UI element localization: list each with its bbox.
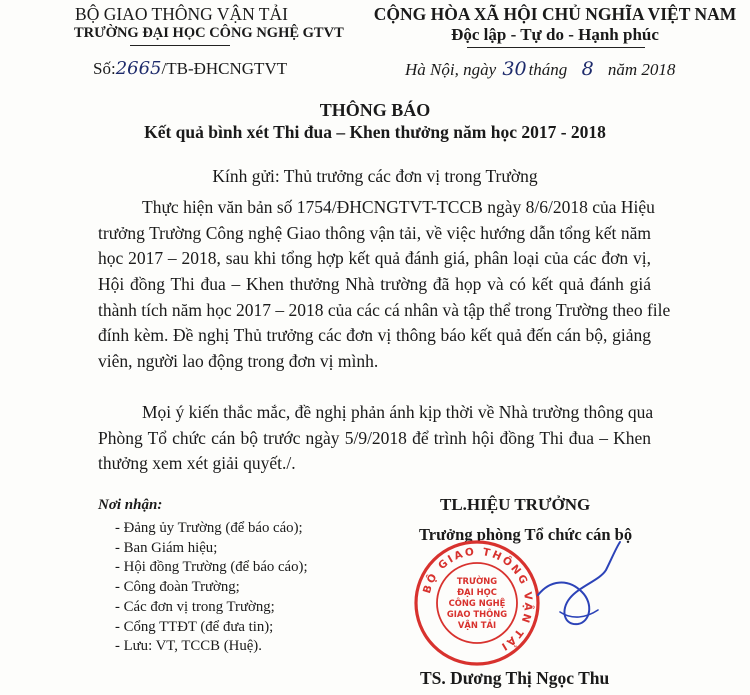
paragraph-line: Phòng Tổ chức cán bộ trước ngày 5/9/2018 để trình hội đồng Thi đua – Khen xyxy=(98,427,651,448)
paragraph-line: đính kèm. Đề nghị Thủ trưởng các đơn vị thông báo kết quả đến cán bộ, giảng xyxy=(98,325,651,346)
body-paragraph-1 xyxy=(98,195,671,375)
paragraph-line: viên, người lao động trong đơn vị mình. xyxy=(98,351,379,372)
signature-title: TL.HIỆU TRƯỞNG xyxy=(440,495,591,514)
seal-center-line: CÔNG NGHỆ xyxy=(448,598,506,608)
notice-title: THÔNG BÁO xyxy=(319,100,431,120)
paragraph-line: Mọi ý kiến thắc mắc, đề nghị phản ánh kịp thời về Nhà trường thông qua xyxy=(142,402,654,422)
date-month-label: tháng xyxy=(528,60,568,79)
ministry-name: BỘ GIAO THÔNG VẬN TẢI xyxy=(75,4,288,24)
paragraph-line: học 2017 – 2018, sau khi tổng hợp kết quả đánh giá, phân loại của các đơn vị, xyxy=(98,248,651,269)
body-paragraph-2 xyxy=(98,400,654,477)
paragraph-line: Thực hiện văn bản số 1754/ĐHCNGTVT-TCCB ngày 8/6/2018 của Hiệu xyxy=(142,197,655,217)
receiver-item: - Lưu: VT, TCCB (Huệ). xyxy=(115,638,262,655)
document-number-handwritten: 2665 xyxy=(115,58,162,79)
seal-center-line: VẬN TẢI xyxy=(457,620,497,630)
document-number-prefix: Số: xyxy=(93,59,116,78)
paragraph-line: thành tích năm học 2017 – 2018 của các cá nhân và tập thể trong Trường theo file xyxy=(98,299,671,320)
header-divider-left xyxy=(130,45,230,46)
paragraph-line: thưởng xem xét giải quyết./. xyxy=(98,453,296,474)
seal-center-line: TRƯỜNG xyxy=(456,576,498,586)
notice-subtitle: Kết quả bình xét Thi đua – Khen thưởng năm học 2017 - 2018 xyxy=(144,122,606,142)
date-day-handwritten: 30 xyxy=(502,58,527,80)
place-date xyxy=(405,58,675,80)
date-year: năm 2018 xyxy=(607,60,676,79)
receiver-item: - Đảng ủy Trường (để báo cáo); xyxy=(115,520,303,536)
document-number xyxy=(93,58,287,79)
receivers-heading: Nơi nhận: xyxy=(98,497,163,513)
seal-center-line: GIAO THÔNG xyxy=(446,609,508,619)
signature-subtitle: Trưởng phòng Tổ chức cán bộ xyxy=(419,525,633,544)
place-date-prefix: Hà Nội, ngày xyxy=(405,60,497,79)
seal-center-line: ĐẠI HỌC xyxy=(457,587,497,597)
paragraph-line: Hội đồng Thi đua – Khen thưởng Nhà trường đã họp và có kết quả đánh giá xyxy=(98,274,651,295)
university-name: TRƯỜNG ĐẠI HỌC CÔNG NGHỆ GTVT xyxy=(74,25,344,41)
signer-name: TS. Dương Thị Ngọc Thu xyxy=(420,668,610,688)
national-title: CỘNG HÒA XÃ HỘI CHỦ NGHĨA VIỆT NAM xyxy=(373,4,737,24)
handwritten-signature xyxy=(520,540,640,650)
header-divider-right xyxy=(467,47,645,48)
receiver-item: - Các đơn vị trong Trường; xyxy=(115,598,275,615)
date-month-handwritten: 8 xyxy=(581,58,594,80)
receiver-item: - Cổng TTĐT (để đưa tin); xyxy=(115,618,274,635)
paragraph-line: trưởng Trường Công nghệ Giao thông vận tải, về việc hướng dẫn tổng kết năm xyxy=(98,222,651,243)
national-motto: Độc lập - Tự do - Hạnh phúc xyxy=(451,25,659,44)
receiver-item: - Công đoàn Trường; xyxy=(115,579,240,596)
receiver-item: - Hội đồng Trường (để báo cáo); xyxy=(115,559,308,576)
seal-ring-text: BỘ GIAO THÔNG VẬN TẢI xyxy=(420,545,535,654)
receivers-list xyxy=(115,519,308,657)
recipient-line: Kính gửi: Thủ trưởng các đơn vị trong Trường xyxy=(212,166,538,186)
document-number-suffix: /TB-ĐHCNGTVT xyxy=(161,59,288,78)
receiver-item: - Ban Giám hiệu; xyxy=(115,539,218,556)
